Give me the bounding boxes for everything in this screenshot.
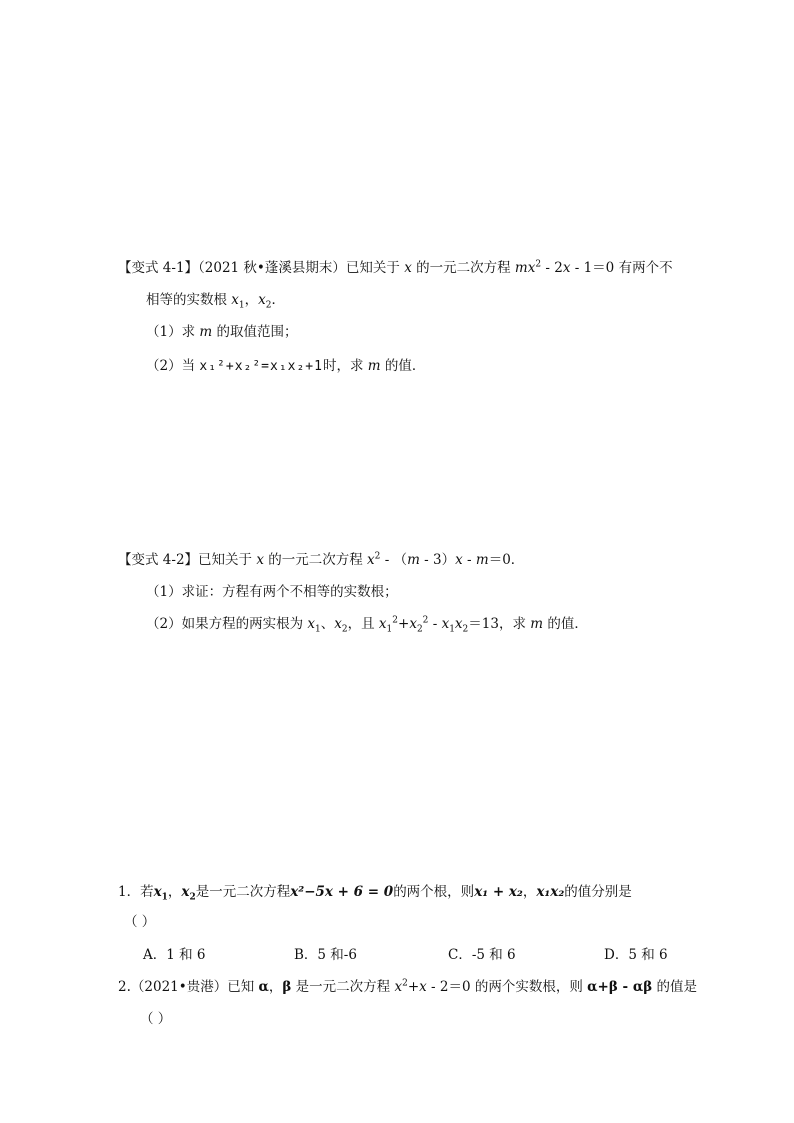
problem-4-1-question-2: （2）当 x₁²+x₂²=x₁x₂+1时，求 m 的值．	[146, 358, 426, 374]
problem-source: （2021•贵港）	[130, 979, 228, 995]
target-expression: α+β - αβ	[587, 979, 653, 995]
quadratic-equation: x²−5x + 6 = 0	[290, 884, 394, 900]
problem-tag: 【变式 4-1】	[118, 260, 199, 276]
problem-source: （2021 秋•蓬溪县期末）	[198, 260, 346, 276]
answer-blank: （ ）	[124, 914, 156, 930]
problem-4-2-question-1: （1）求证：方程有两个不相等的实数根；	[146, 584, 398, 600]
question-2-stem: 2.（2021•贵港）已知 α，β 是一元二次方程 $x^2+x - 2=0$ 的两个实数根，则 α+β - αβ 的值是	[118, 978, 697, 995]
choice-c[interactable]: C．-5 和 6	[448, 947, 516, 963]
choice-a[interactable]: A．1 和 6	[143, 947, 206, 963]
problem-4-1-question-1: （1）求 m 的取值范围；	[146, 324, 298, 340]
problem-4-1-line-1: 【变式 4-1】（2021 秋•蓬溪县期末）已知关于 x 的一元二次方程 $mx^2 - 2x - 1=0$ 有两个不	[118, 259, 673, 276]
problem-4-2-question-2: （2）如果方程的两实根为 $x_1$、$x_2$，且 $x_1^2+x_2^2 - x_1x_2=13$，求 m 的值．	[146, 615, 588, 635]
condition-equation: x₁²+x₂²=x₁x₂+1	[199, 359, 323, 374]
question-1-stem: 1．若$x_1$，$x_2$是一元二次方程x²−5x + 6 = 0的两个根，则x₁ + x₂，x₁x₂的值分别是	[118, 884, 632, 903]
choice-b[interactable]: B．5 和-6	[294, 947, 357, 963]
choice-d[interactable]: D．5 和 6	[604, 947, 668, 963]
answer-blank: （ ）	[140, 1011, 172, 1027]
problem-tag: 【变式 4-2】	[118, 552, 199, 568]
root-product: x₁x₂	[536, 884, 565, 900]
problem-4-1-line-2: 相等的实数根 $x_1$，$x_2$．	[146, 292, 286, 311]
root-sum: x₁ + x₂	[474, 884, 523, 900]
problem-4-2-line-1: 【变式 4-2】已知关于 x 的一元二次方程 $x^2 - (m - 3)x - m=0$．	[118, 551, 525, 568]
